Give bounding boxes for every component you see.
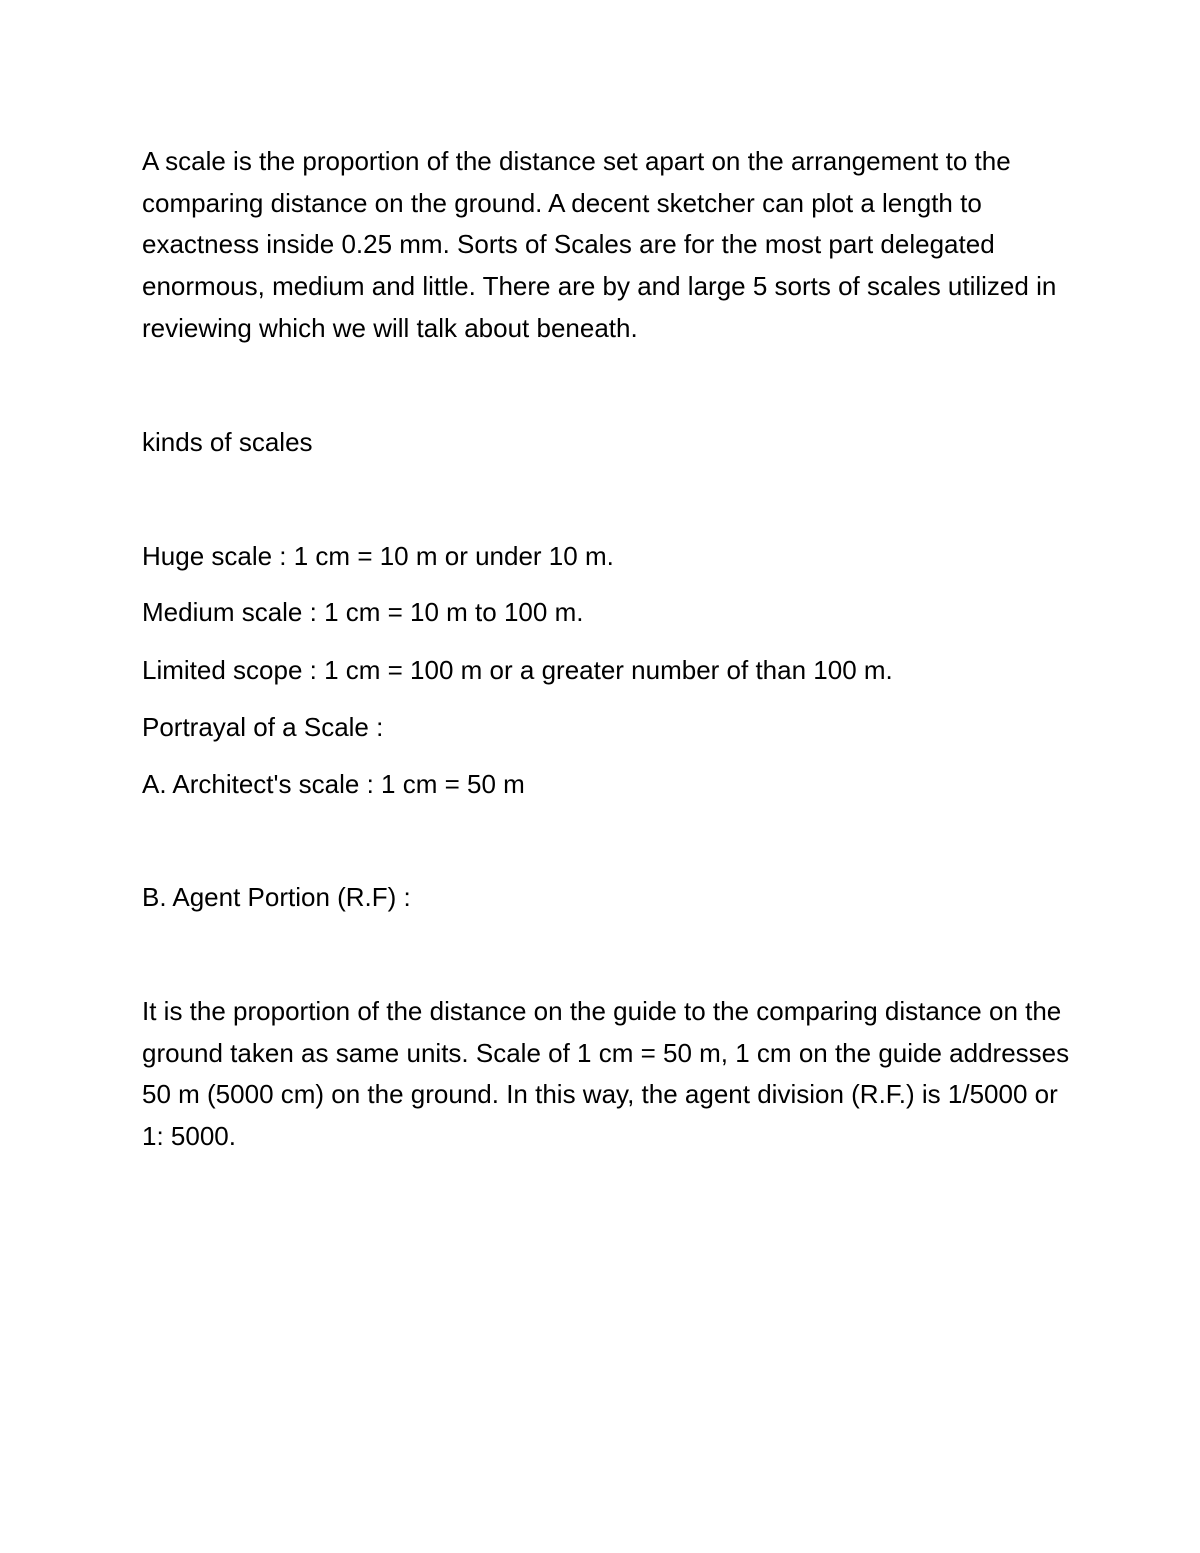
kinds-of-scales-heading: kinds of scales <box>142 427 313 457</box>
scale-item-huge: Huge scale : 1 cm = 10 m or under 10 m. <box>142 541 614 571</box>
scale-item-limited: Limited scope : 1 cm = 100 m or a greater number of than 100 m. <box>142 655 893 685</box>
agent-portion-heading: B. Agent Portion (R.F) : <box>142 882 411 912</box>
architect-scale-line: A. Architect's scale : 1 cm = 50 m <box>142 769 525 799</box>
rf-paragraph: It is the proportion of the distance on the guide to the comparing distance on the ground taken as same units. Scale of 1 cm = 50 m, 1 cm on the guide addresses 50 m (5000 cm) on the ground. In this way, the agent division (R.F.) is 1/5000 or 1: 5000. <box>142 996 1070 1152</box>
intro-paragraph: A scale is the proportion of the distance set apart on the arrangement to the comparing distance on the ground. A decent sketcher can plot a length to exactness inside 0.25 mm. Sorts of Scales are for the most part delegated enormous, medium and little. There are by and large 5 sorts of scales utilized in reviewing which we will talk about beneath. <box>142 146 1057 343</box>
portrayal-heading: Portrayal of a Scale : <box>142 712 384 742</box>
scale-item-medium: Medium scale : 1 cm = 10 m to 100 m. <box>142 597 584 627</box>
